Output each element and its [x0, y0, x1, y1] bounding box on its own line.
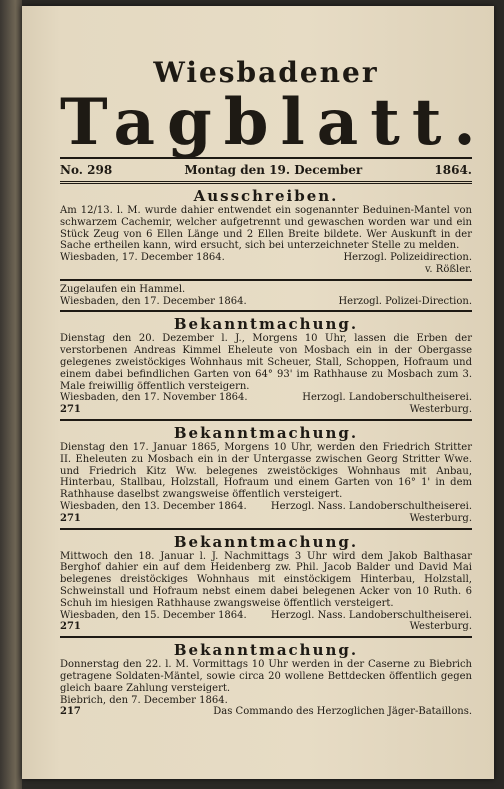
- notice-place-date: Wiesbaden, 17. December 1864.: [60, 252, 225, 264]
- issue-line: [60, 162, 472, 178]
- notice-heading: Ausschreiben.: [193, 187, 339, 205]
- notice-body: Dienstag den 20. Dezember l. J., Morgens 10 Uhr, lassen die Erben der verstorbenen Andreas Kimmel Eheleute von Mosbach ein in der Obergasse gelegenes zweistöckiges Wohnhaus mit Scheuer, Stall, Schoppen, Hofraum und einem dabei befindlichen Garten von 64° 93' im Rathhause zu Mosbach zum 3. Male freiwillig öffentlich versteigern.: [60, 333, 472, 392]
- issue-year: 1864.: [434, 163, 472, 177]
- notice-place-date: Wiesbaden, den 17. November 1864.: [60, 392, 248, 404]
- notice-footer: [60, 252, 472, 264]
- separator-rule: [60, 419, 472, 421]
- notice-footer: [60, 392, 472, 404]
- notice-body: Am 12/13. l. M. wurde dahier entwendet ein sogenannter Beduinen-Mantel von schwarzem Cachemir, welcher aufgetrennt und gewaschen worden war und ein Stück Zeug von 6 Ellen Länge und 2 Ellen Breite bildete. Wer Auskunft in der Sache ertheilen kann, wird ersucht, sich bei unterzeichneter Stelle zu melden.: [60, 205, 472, 252]
- notice-signature: Herzogl. Polizeidirection.: [343, 252, 472, 264]
- masthead-line-2: Tagblatt.: [60, 85, 488, 160]
- notice-footer: [60, 610, 472, 622]
- notice-footer-2: [60, 706, 472, 718]
- notice-signature: Herzogl. Nass. Landoberschultheiserei.: [270, 500, 472, 512]
- notice-heading: Bekanntmachung.: [173, 423, 359, 442]
- notice-ref-number: 271: [60, 621, 81, 633]
- notice-place-date: Wiesbaden, den 17. December 1864.: [60, 295, 247, 307]
- newspaper-page: [22, 6, 494, 779]
- notice-signature-name: Westerburg.: [409, 512, 472, 524]
- notice-footer: [60, 501, 472, 513]
- notice-signature-name: Westerburg.: [409, 404, 472, 416]
- notice-place-date: Wiesbaden, den 15. December 1864.: [60, 609, 247, 621]
- notice-body: Zugelaufen ein Hammel.: [60, 283, 186, 295]
- notice-bekanntmachung-berghof: [60, 533, 472, 634]
- masthead-rule-bottom: [60, 181, 472, 184]
- notice-ausschreiben: [60, 187, 472, 276]
- notice-body: Mittwoch den 18. Januar l. J. Nachmittags 3 Uhr wird dem Jakob Balthasar Berghof dahier ein auf dem Heidenberg zw. Phil. Jacob Balder und David Mai belegenes dreistöckiges Wohnhaus mit einstöckigem Hinterbau, Holzstall, Schweinstall und Hofraum nebst einem dabei belegenen Acker von 10 Ruth. 6 Schuh im hiesigen Rathhause zwangsweise öffentlich versteigert.: [60, 550, 472, 609]
- separator-rule: [60, 310, 472, 312]
- separator-rule: [60, 528, 472, 530]
- separator-rule: [60, 636, 472, 638]
- book-spine: [0, 0, 22, 789]
- notice-signature-name: Westerburg.: [409, 621, 472, 633]
- page-content: [60, 46, 488, 718]
- issue-date: Montag den 19. December: [184, 163, 363, 177]
- notice-signature-name: v. Rößler.: [424, 263, 472, 275]
- notice-footer-2: [60, 621, 472, 633]
- notice-signature: Herzogl. Nass. Landoberschultheiserei.: [270, 609, 472, 621]
- notice-ref-number: 271: [60, 512, 81, 524]
- notice-body: Donnerstag den 22. l. M. Vormittags 10 Uhr werden in der Caserne zu Biebrich getragene Soldaten-Mäntel, sowie circa 20 wollene Bettdecken öffentlich gegen gleich baare Zahlung versteigert.: [60, 659, 472, 694]
- notice-signature: Das Commando des Herzoglichen Jäger-Bataillons.: [213, 706, 472, 718]
- notice-place-date: Biebrich, den 7. December 1864.: [60, 694, 228, 706]
- notice-footer: [60, 695, 472, 707]
- issue-number: No. 298: [60, 163, 113, 177]
- notice-heading: Bekanntmachung.: [173, 315, 359, 334]
- notice-hammel: [60, 284, 472, 308]
- notice-signature: Herzogl. Polizei-Direction.: [338, 295, 472, 307]
- notice-body: Dienstag den 17. Januar 1865, Morgens 10 Uhr, werden den Friedrich Stritter II. Eheleuten zu Mosbach ein in der Untergasse zwischen Georg Stritter Wwe. und Friedrich Kitz Ww. belegenes zweistöckiges Wohnhaus mit Anbau, Hinterbau, Stallbau, Holzstall, Hofraum und einem Garten von 16° 1' in dem Rathhause daselbst zwangsweise öffentlich versteigert.: [60, 441, 472, 501]
- notice-bekanntmachung-biebrich: [60, 641, 472, 718]
- notice-ref-number: 217: [60, 706, 81, 718]
- notice-heading: Bekanntmachung.: [173, 641, 359, 660]
- separator-rule: [60, 279, 472, 281]
- notice-heading: Bekanntmachung.: [173, 532, 359, 551]
- notice-footer-2: [60, 513, 472, 525]
- notice-ref-number: 271: [60, 404, 81, 416]
- notice-bekanntmachung-kimmel: [60, 315, 472, 416]
- notice-footer-2: [60, 404, 472, 416]
- notice-footer: [60, 296, 472, 308]
- masthead-line-1: Wiesbadener: [153, 56, 379, 89]
- notice-place-date: Wiesbaden, den 13. December 1864.: [60, 500, 247, 512]
- notice-signature: Herzogl. Landoberschultheiserei.: [302, 392, 472, 404]
- notice-bekanntmachung-stritter: [60, 424, 472, 525]
